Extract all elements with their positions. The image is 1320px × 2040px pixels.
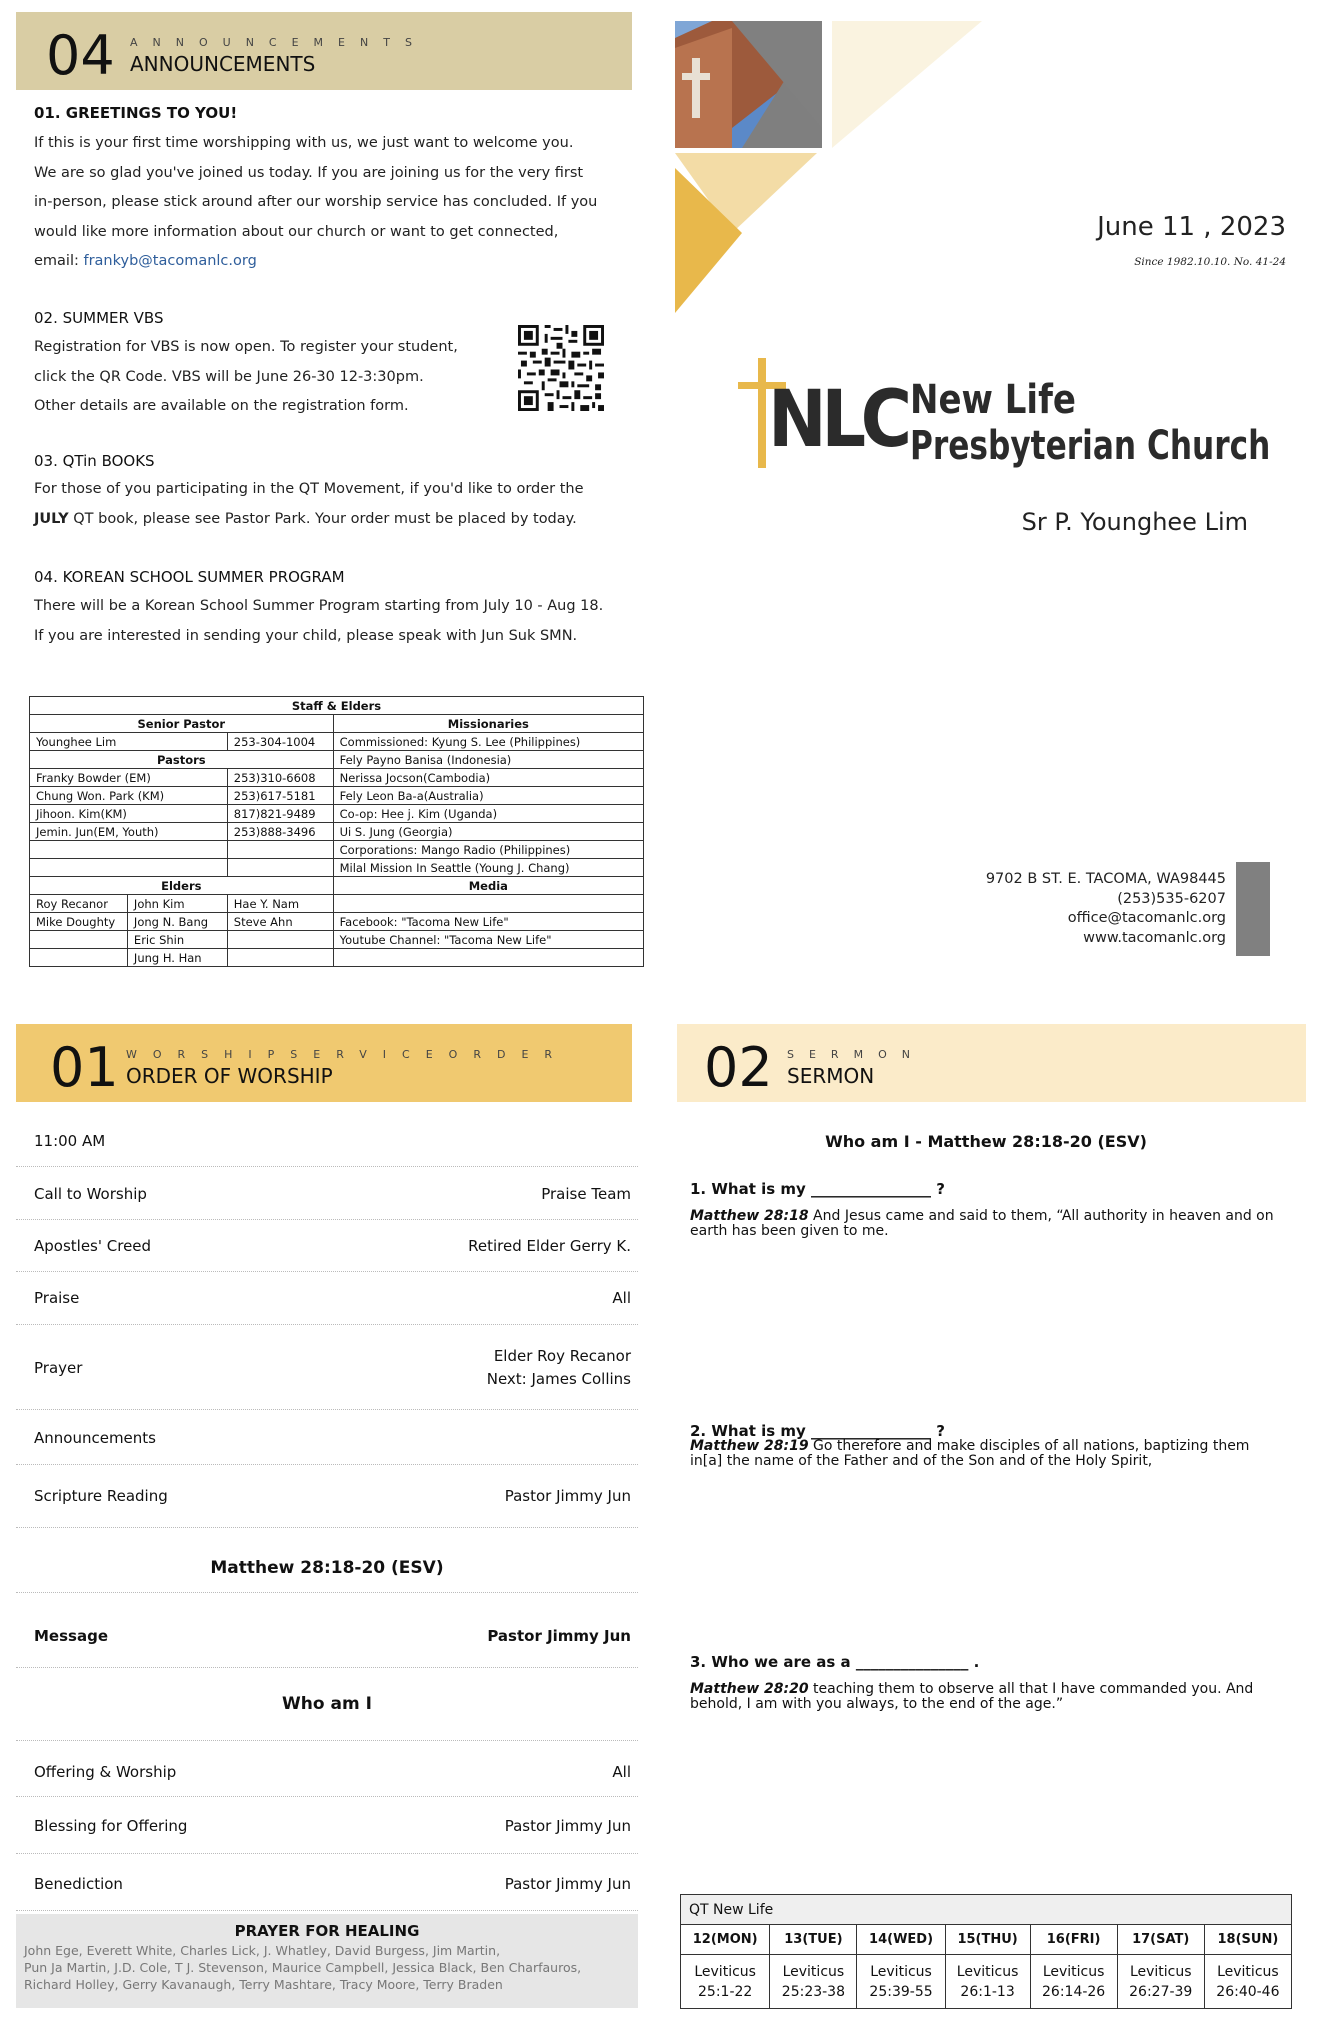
qt-book: Leviticus (870, 1963, 932, 1980)
table-cell: Ui S. Jung (Georgia) (333, 823, 643, 841)
verse-text: And Jesus came and said to them, “All authority in heaven and on earth has been given to me. (690, 1208, 1274, 1239)
section-title: ORDER OF WORSHIP (126, 1064, 333, 1088)
qt-day: 14(WED) (857, 1925, 945, 1955)
table-cell: Mike Doughty (30, 913, 128, 931)
website-link[interactable]: www.tacomanlc.org (1083, 929, 1226, 946)
cream-triangle (832, 21, 982, 148)
address: 9702 B ST. E. TACOMA, WA98445 (985, 871, 1226, 887)
qt-title: QT New Life (681, 1895, 1292, 1925)
section-number: 01 (50, 1036, 119, 1099)
worship-leader: Pastor Jimmy Jun (504, 1487, 631, 1505)
worship-row (16, 1740, 638, 1797)
qt-day: 13(TUE) (770, 1925, 857, 1955)
qt-day: 17(SAT) (1117, 1925, 1204, 1955)
worship-item: Apostles' Creed (34, 1237, 152, 1255)
prayer-for-healing-box (16, 1914, 638, 2008)
verse-reference: Matthew 28:19 (690, 1438, 809, 1454)
table-cell: Younghee Lim (30, 733, 228, 751)
announcement-body (34, 592, 644, 651)
table-cell (30, 931, 128, 949)
text-line: Other details are available on the registration form. (34, 398, 409, 414)
worship-row (16, 1410, 638, 1465)
section-spaced-label: SERMON (787, 1048, 925, 1061)
worship-row (16, 1592, 638, 1668)
text-line: If you are interested in sending your child, please speak with Jun Suk SMN. (34, 627, 578, 644)
table-subheader: Senior Pastor (30, 715, 334, 733)
worship-item: Scripture Reading (34, 1487, 168, 1505)
church-logo-letters: NLC (768, 375, 907, 465)
section-title: ANNOUNCEMENTS (130, 52, 316, 76)
service-time-row (16, 1116, 638, 1167)
worship-row (16, 1465, 638, 1528)
announcements-header (16, 12, 632, 90)
worship-item: Offering & Worship (34, 1763, 177, 1781)
text-line: Registration for VBS is now open. To register your student, (34, 339, 458, 355)
announcement-heading: 02. SUMMER VBS (34, 309, 164, 327)
table-cell: Franky Bowder (EM) (30, 769, 228, 787)
verse-reference: Matthew 28:20 (690, 1681, 809, 1697)
table-cell: 253)617-5181 (227, 787, 333, 805)
sermon-question: 1. What is my ________________ ? (690, 1180, 945, 1198)
service-time: 11:00 AM (34, 1132, 106, 1150)
qt-reading (1117, 1955, 1204, 2009)
text-line (34, 505, 634, 535)
qt-book: Leviticus (956, 1963, 1019, 1980)
verse-text: Go therefore and make disciples of all nations, baptizing them in[a] the name of the Father and of the Son and of the Holy Spirit, (690, 1438, 1250, 1469)
announcement-heading: 04. KOREAN SCHOOL SUMMER PROGRAM (34, 568, 345, 586)
qt-ref: 26:14-26 (1042, 1983, 1106, 2000)
contact-block (986, 870, 1226, 948)
table-cell: Fely Leon Ba-a(Australia) (333, 787, 643, 805)
sermon-point (690, 1655, 1280, 1712)
table-cell: Chung Won. Park (KM) (30, 787, 228, 805)
table-subheader: Elders (30, 877, 334, 895)
text-line: John Ege, Everett White, Charles Lick, J. Whatley, David Burgess, Jim Martin, (24, 1943, 501, 1958)
sermon-point (690, 1424, 1280, 1469)
table-cell: Jong N. Bang (127, 913, 227, 931)
section-title: SERMON (787, 1064, 875, 1088)
bulletin-date: June 11 , 2023 (1097, 212, 1286, 242)
worship-item: Praise (34, 1289, 80, 1307)
qt-book: Leviticus (1042, 1963, 1105, 1980)
worship-leader-next: Next: James Collins (486, 1370, 631, 1388)
table-cell (333, 949, 643, 967)
worship-item: Benediction (34, 1875, 123, 1893)
announcement-body (34, 475, 634, 534)
scripture-reference: Matthew 28:18-20 (ESV) (210, 1558, 444, 1578)
worship-row (16, 1272, 638, 1325)
sermon-question: 3. Who we are as a _______________ . (690, 1653, 980, 1671)
qt-ref: 25:1-22 (698, 1983, 753, 2000)
email-label: email: (34, 253, 79, 269)
table-cell (227, 859, 333, 877)
qt-ref: 25:39-55 (869, 1983, 933, 2000)
table-cell: 253-304-1004 (227, 733, 333, 751)
worship-row (16, 1325, 638, 1410)
worship-leader: All (612, 1763, 631, 1781)
table-subheader: Media (333, 877, 643, 895)
sermon-question: 2. What is my ________________ ? (690, 1422, 945, 1440)
table-cell: Co-op: Hee j. Kim (Uganda) (333, 805, 643, 823)
text-line: We are so glad you've joined us today. If you are joining us for the very first (34, 164, 584, 181)
table-cell: Jemin. Jun(EM, Youth) (30, 823, 228, 841)
prayer-names (16, 1942, 638, 1993)
cover-graphic (672, 18, 982, 318)
worship-item: Message (34, 1627, 108, 1645)
worship-leader: Praise Team (541, 1185, 631, 1203)
worship-row (16, 1797, 638, 1854)
worship-leader: Pastor Jimmy Jun (504, 1875, 631, 1893)
worship-row (16, 1854, 638, 1911)
qt-day: 15(THU) (945, 1925, 1030, 1955)
sermon-heading: Who am I - Matthew 28:18-20 (ESV) (825, 1132, 1147, 1151)
senior-pastor-name: Sr P. Younghee Lim (1021, 508, 1248, 536)
qt-day: 16(FRI) (1030, 1925, 1117, 1955)
table-cell (30, 859, 228, 877)
qt-ref: 26:27-39 (1129, 1983, 1193, 2000)
email-line (34, 247, 634, 277)
table-title: Staff & Elders (30, 697, 644, 715)
table-cell: Jihoon. Kim(KM) (30, 805, 228, 823)
section-spaced-label: WORSHIPSERVICEORDER (126, 1048, 569, 1061)
qr-code-icon[interactable] (518, 325, 604, 411)
qt-book: Leviticus (694, 1963, 756, 1980)
worship-leader: Retired Elder Gerry K. (468, 1237, 631, 1255)
church-name-line1: New Life (910, 377, 1076, 423)
table-cell (227, 949, 333, 967)
table-cell (30, 949, 128, 967)
qt-reading-table (680, 1894, 1292, 2009)
worship-leader: Elder Roy Recanor (493, 1347, 631, 1365)
text-line: would like more information about our church or want to get connected, (34, 223, 559, 240)
qt-day: 18(SUN) (1204, 1925, 1291, 1955)
table-cell: 817)821-9489 (227, 805, 333, 823)
worship-header (16, 1024, 632, 1102)
sermon-header (677, 1024, 1306, 1102)
table-cell: Jung H. Han (127, 949, 227, 967)
month-bold: JULY (34, 510, 69, 527)
announcement-heading: 01. GREETINGS TO YOU! (34, 104, 238, 122)
qt-reading (1030, 1955, 1117, 2009)
qt-reading (945, 1955, 1030, 2009)
text-line: Richard Holley, Gerry Kavanaugh, Terry Mashtare, Tracy Moore, Terry Braden (24, 1977, 503, 1992)
verse-text: teaching them to observe all that I have commanded you. And behold, I am with you always, to the end of the age.” (690, 1681, 1254, 1712)
announcement-body (34, 333, 504, 422)
table-cell (30, 841, 228, 859)
worship-leader: Pastor Jimmy Jun (487, 1627, 631, 1645)
worship-row (16, 1167, 638, 1220)
table-cell: Commissioned: Kyung S. Lee (Philippines) (333, 733, 643, 751)
text-line-rest: QT book, please see Pastor Park. Your order must be placed by today. (68, 510, 577, 527)
worship-row (16, 1220, 638, 1272)
qt-book: Leviticus (782, 1963, 845, 1980)
prayer-title: PRAYER FOR HEALING (234, 1922, 420, 1940)
table-cell: Facebook: "Tacoma New Life" (333, 913, 643, 931)
table-cell: Hae Y. Nam (227, 895, 333, 913)
worship-item: Blessing for Offering (34, 1817, 188, 1835)
worship-leader: All (612, 1289, 631, 1307)
worship-item: Announcements (34, 1429, 156, 1447)
table-cell (333, 895, 643, 913)
sermon-title: Who am I (282, 1694, 372, 1714)
section-number: 04 (46, 24, 115, 87)
table-cell: Nerissa Jocson(Cambodia) (333, 769, 643, 787)
since-number: Since 1982.10.10. No. 41-24 (1134, 256, 1286, 268)
table-cell: John Kim (127, 895, 227, 913)
table-cell (227, 841, 333, 859)
table-cell: Roy Recanor (30, 895, 128, 913)
sermon-point (690, 1182, 1280, 1239)
text-line: Pun Ja Martin, J.D. Cole, T J. Stevenson, Maurice Campbell, Jessica Black, Ben Charfauros, (24, 1960, 582, 1975)
qt-reading (1204, 1955, 1291, 2009)
text-line: in-person, please stick around after our worship service has concluded. If you (34, 194, 598, 210)
verse-reference: Matthew 28:18 (690, 1208, 809, 1224)
table-cell (227, 931, 333, 949)
qt-reading (857, 1955, 945, 2009)
announcement-heading: 03. QTin BOOKS (34, 452, 155, 470)
staff-elders-table (29, 696, 644, 967)
table-cell: 253)310-6608 (227, 769, 333, 787)
text-line: If this is your first time worshipping with us, we just want to welcome you. (34, 135, 574, 151)
email-link[interactable]: frankyb@tacomanlc.org (83, 253, 257, 269)
worship-item: Prayer (34, 1359, 83, 1377)
qt-ref: 26:1-13 (960, 1983, 1015, 2000)
gray-bar (1236, 862, 1270, 956)
qt-reading (770, 1955, 857, 2009)
email-link[interactable]: office@tacomanlc.org (1067, 910, 1226, 926)
section-number: 02 (704, 1036, 773, 1099)
sermon-verse (690, 1439, 1280, 1469)
announcement-body (34, 129, 634, 277)
phone: (253)535-6207 (1117, 890, 1226, 907)
table-cell: Milal Mission In Seattle (Young J. Chang) (333, 859, 643, 877)
qt-book: Leviticus (1129, 1963, 1192, 1980)
qt-ref: 26:40-46 (1216, 1983, 1280, 2000)
worship-leader: Pastor Jimmy Jun (504, 1817, 631, 1835)
worship-item: Call to Worship (34, 1185, 147, 1203)
table-cell: Youtube Channel: "Tacoma New Life" (333, 931, 643, 949)
table-cell: Steve Ahn (227, 913, 333, 931)
sermon-verse (690, 1682, 1280, 1712)
table-cell: Eric Shin (127, 931, 227, 949)
qt-reading (681, 1955, 770, 2009)
qt-ref: 25:23-38 (781, 1983, 845, 2000)
text-line: click the QR Code. VBS will be June 26-30 12-3:30pm. (34, 368, 424, 385)
text-line: There will be a Korean School Summer Program starting from July 10 - Aug 18. (34, 598, 604, 614)
qt-day: 12(MON) (681, 1925, 770, 1955)
section-spaced-label: ANNOUNCEMENTS (130, 36, 427, 49)
table-cell: Fely Payno Banisa (Indonesia) (333, 751, 643, 769)
text-line: For those of you participating in the QT Movement, if you'd like to order the (34, 481, 584, 497)
qt-book: Leviticus (1217, 1963, 1279, 1980)
table-cell: Corporations: Mango Radio (Philippines) (333, 841, 643, 859)
table-subheader: Pastors (30, 751, 334, 769)
church-name-line2: Presbyterian Church (910, 423, 1271, 469)
sermon-verse (690, 1209, 1280, 1239)
table-subheader: Missionaries (333, 715, 643, 733)
table-cell: 253)888-3496 (227, 823, 333, 841)
